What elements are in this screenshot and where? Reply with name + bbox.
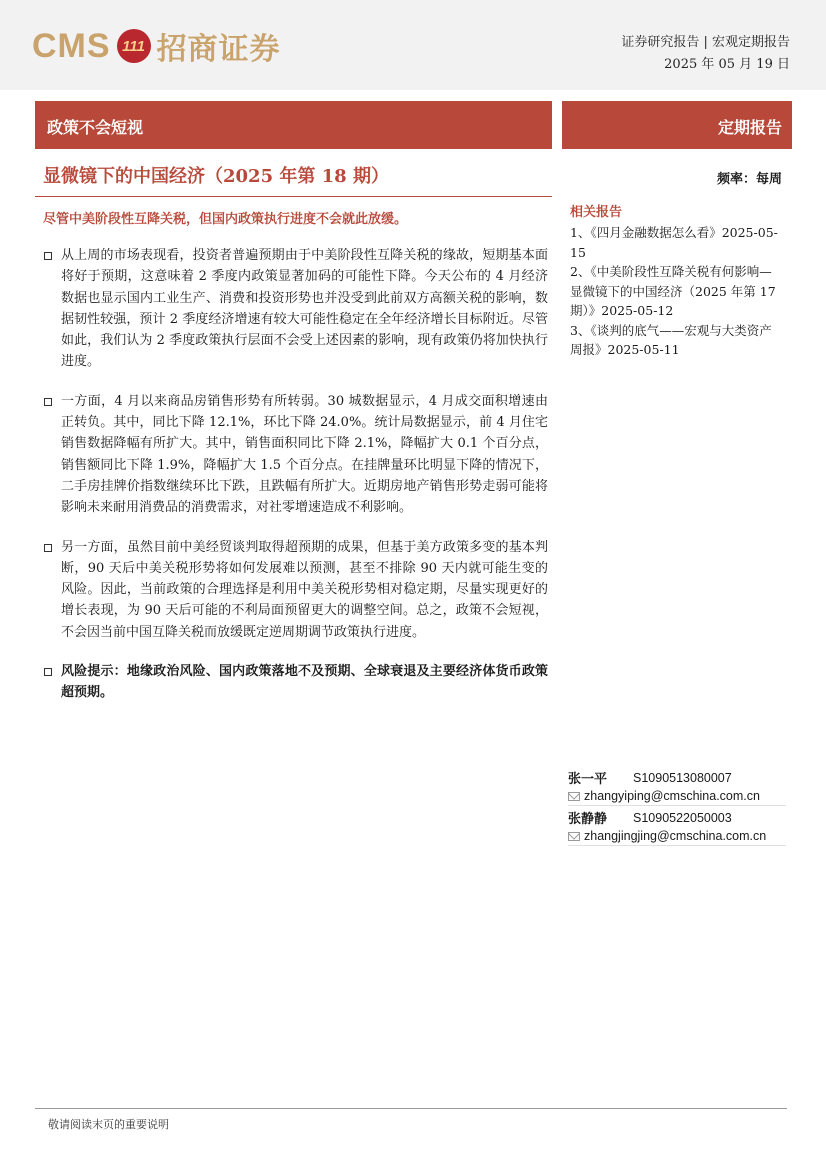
related-report-link[interactable]: 1、《四月金融数据怎么看》2025-05-15 bbox=[570, 225, 778, 260]
analyst-email-row bbox=[568, 787, 786, 806]
analyst-email[interactable]: zhangjingjing@cmschina.com.cn bbox=[584, 829, 767, 843]
logo-chinese: 招商证券 bbox=[156, 32, 281, 67]
analyst-block bbox=[568, 768, 786, 848]
analyst-row bbox=[568, 768, 786, 787]
body-bullets bbox=[43, 245, 548, 704]
paragraph-text: 从上周的市场表现看，投资者普遍预期由于中美阶段性互降关税的缘故，短期基本面将好于预期，这意味着 2 季度内政策显著加码的可能性下降。今天公布的 4 月经济数据也显示国内工业生产、消费和投资形势也并没受到此前双方高额关税的影响，数据韧性较强，预计 2 季度经济增速有较大可能性稳定在全年经济增长目标附近。尽管如此，我们认为 2 季度政策执行层面不会受上述因素的影响，现有政策仍将加快执行进度。 bbox=[61, 248, 548, 370]
key-message: 尽管中美阶段性互降关税，但国内政策执行进度不会就此放缓。 bbox=[43, 212, 408, 227]
banner-left bbox=[35, 101, 552, 149]
banner-right-title: 定期报告 bbox=[717, 118, 782, 137]
banner-left-title: 政策不会短视 bbox=[47, 118, 144, 137]
risk-warning bbox=[43, 661, 548, 704]
paragraph-text: 一方面，4 月以来商品房销售形势有所转弱。30 城数据显示，4 月成交面积增速由正转负。其中，同比下降 12.1%，环比下降 24.0%。统计局数据显示，前 4 月住宅销售数据降幅有所扩大。其中，销售面积同比下降 2.1%，降幅扩大 0.1 个百分点，销售额同比下降 1.9%，降幅扩大 1.5 个百分点。在挂牌量环比明显下降的情况下，二手房挂牌价指数继续环比下跌，且跌幅有所扩大。近期房地产销售形势走弱可能将影响未来耐用消费品的消费需求，对社零增速造成不利影响。 bbox=[61, 393, 548, 516]
analyst-certificate: S1090522050003 bbox=[633, 810, 732, 825]
report-type: 证券研究报告 | 宏观定期报告 bbox=[621, 35, 790, 50]
mail-icon bbox=[568, 832, 580, 841]
bullet-paragraph bbox=[43, 537, 548, 643]
document-title: 显微镜下的中国经济（2025 年第 18 期） bbox=[43, 166, 389, 187]
paragraph-text: 另一方面，虽然目前中美经贸谈判取得超预期的成果，但基于美方政策多变的基本判断，90 天后中美关税形势将如何发展难以预测，甚至不排除 90 天内就可能生变的风险。因此，当前政策的合理选择是利用中美关税形势相对稳定期，尽量实现更好的增长表现，为 90 天后可能的不利局面预留更大的调整空间。总之，政策不会短视，不会因当前中国互降关税而放缓既定逆周期调节政策执行进度。 bbox=[61, 539, 548, 640]
report-date: 2025 年 05 月 19 日 bbox=[664, 57, 790, 72]
logo-latin: CMS bbox=[32, 26, 111, 65]
analyst-name: 张一平 bbox=[568, 772, 608, 787]
bullet-paragraph bbox=[43, 391, 548, 519]
bullet-paragraph bbox=[43, 245, 548, 373]
related-reports-heading: 相关报告 bbox=[570, 205, 623, 220]
banner-right bbox=[562, 101, 792, 149]
title-divider bbox=[35, 196, 552, 197]
related-report-link[interactable]: 2、《中美阶段性互降关税有何影响—显微镜下的中国经济（2025 年第 17 期）》2025-05-12 bbox=[570, 264, 776, 318]
analyst-row bbox=[568, 808, 786, 827]
logo-mark-icon: 111 bbox=[117, 29, 151, 63]
checkbox-bullet-icon bbox=[44, 668, 52, 676]
company-logo bbox=[32, 22, 281, 70]
analyst-certificate: S1090513080007 bbox=[633, 770, 732, 785]
footer-disclaimer: 敬请阅读末页的重要说明 bbox=[48, 1118, 169, 1131]
analyst-name: 张静静 bbox=[568, 812, 608, 827]
footer-divider bbox=[35, 1108, 787, 1109]
risk-text: 风险提示：地缘政治风险、国内政策落地不及预期、全球衰退及主要经济体货币政策超预期。 bbox=[61, 664, 548, 701]
mail-icon bbox=[568, 792, 580, 801]
checkbox-bullet-icon bbox=[44, 544, 52, 552]
analyst-email-row bbox=[568, 827, 786, 846]
frequency-label: 频率：每周 bbox=[716, 172, 782, 187]
related-report-link[interactable]: 3、《谈判的底气——宏观与大类资产周报》2025-05-11 bbox=[570, 322, 772, 357]
related-reports bbox=[570, 201, 784, 360]
checkbox-bullet-icon bbox=[44, 252, 52, 260]
checkbox-bullet-icon bbox=[44, 398, 52, 406]
analyst-email[interactable]: zhangyiping@cmschina.com.cn bbox=[584, 789, 760, 803]
